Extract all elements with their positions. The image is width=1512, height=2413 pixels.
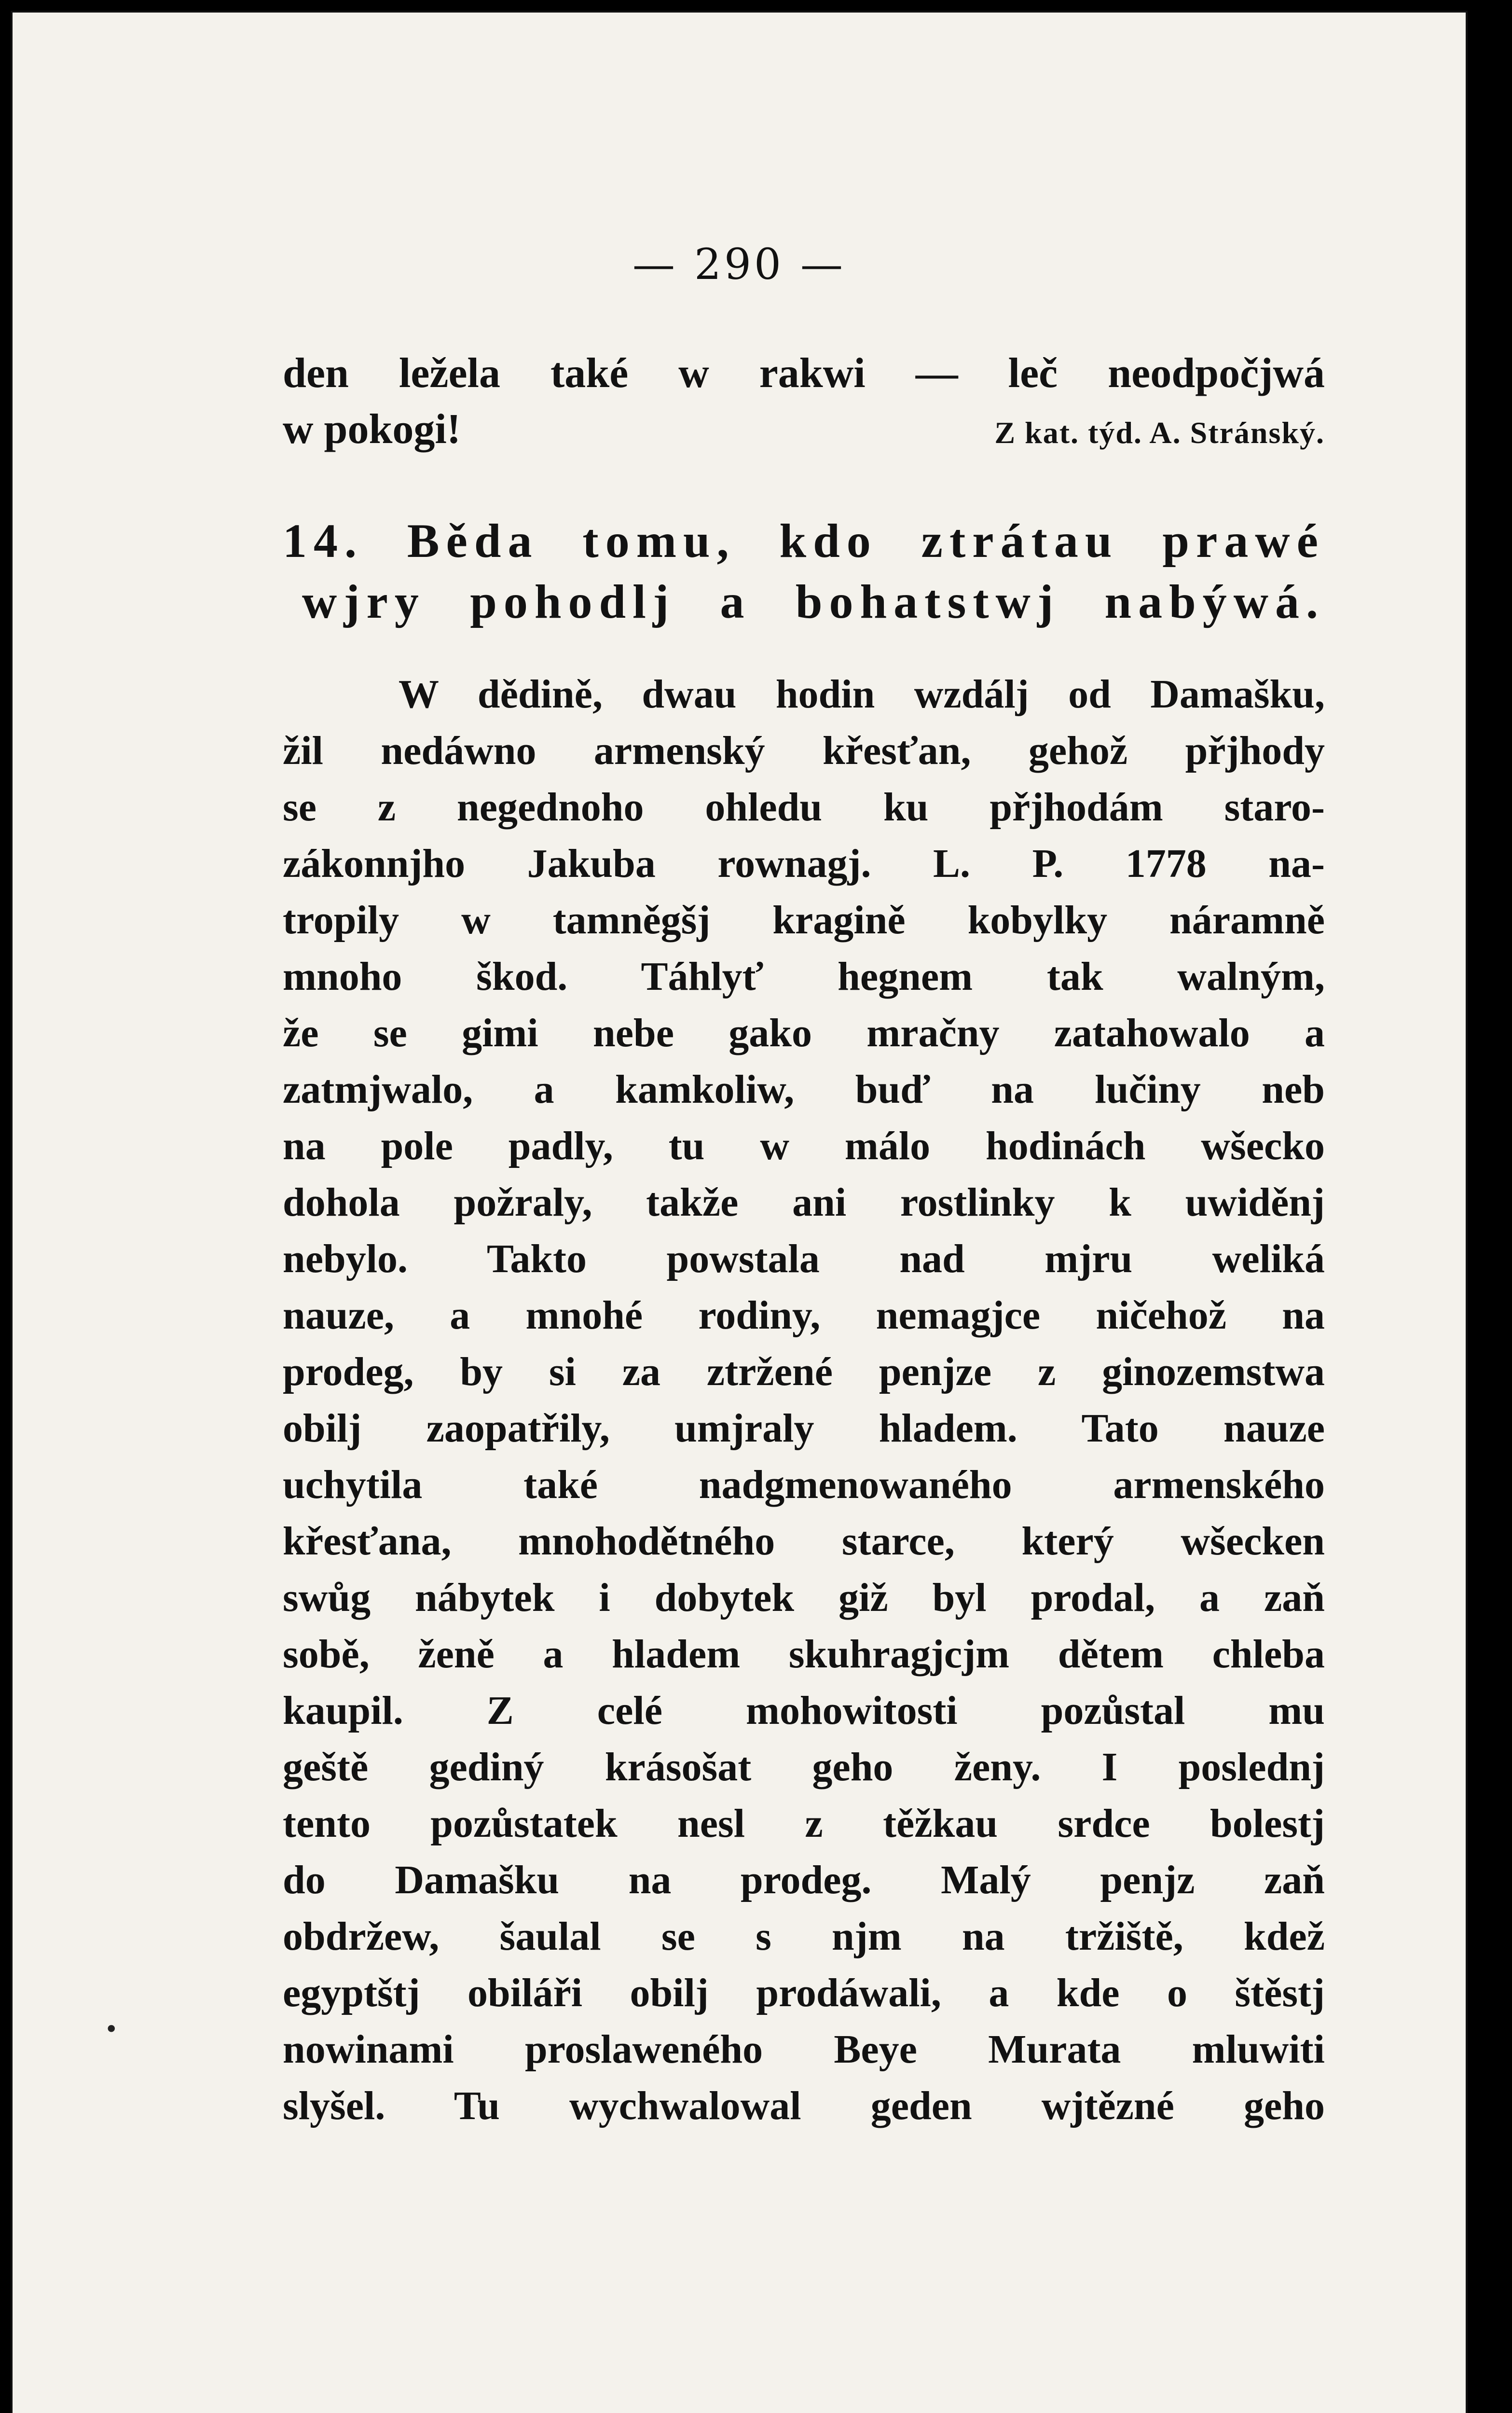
body-line: zatmjwalo, a kamkoliw, buď na lučiny neb (283, 1067, 1325, 1112)
body-line: egyptštj obiláři obilj prodáwali, a kde o štěstj (283, 1970, 1325, 2015)
text-block (283, 346, 1325, 2134)
body-line: geště gediný krásošat geho ženy. I poslednj (283, 1745, 1325, 1789)
source-attribution: Z kat. týd. A. Stránský. (994, 416, 1325, 450)
body-line: nebylo. Takto powstala nad mjru weliká (283, 1236, 1325, 1281)
body-line: sobě, ženě a hladem skuhragjcjm dětem chleba (283, 1632, 1325, 1677)
body-line: žil nedáwno armenský křesťan, gehož přjhody (283, 728, 1325, 773)
margin-dot: • (104, 2015, 119, 2043)
body-line: tropily w tamněgšj kragině kobylky náramně (283, 898, 1325, 943)
body-line: slyšel. Tu wychwalowal geden wjtězné geho (283, 2083, 1325, 2128)
body-line: mnoho škod. Táhlyť hegnem tak walným, (283, 954, 1325, 999)
intro-line-with-source (283, 402, 1325, 458)
body-line: obilj zaopatřily, umjraly hladem. Tato nauze (283, 1406, 1325, 1451)
body-line: prodeg, by si za ztržené penjze z ginozemstwa (283, 1349, 1325, 1394)
body-line: se z negednoho ohledu ku přjhodám staro- (283, 785, 1325, 830)
body-line: nauze, a mnohé rodiny, nemagjce ničehož na (283, 1293, 1325, 1338)
body-line: swůg nábytek i dobytek giž byl prodal, a zaň (283, 1575, 1325, 1620)
body-line: tento pozůstatek nesl z těžkau srdce bolestj (283, 1801, 1325, 1846)
body-line: křesťana, mnohodětného starce, který wšecken (283, 1519, 1325, 1564)
section-heading (283, 511, 1325, 632)
book-page (11, 11, 1468, 2413)
body-line: kaupil. Z celé mohowitosti pozůstal mu (283, 1688, 1325, 1733)
body-line: nowinami proslaweného Beye Murata mluwiti (283, 2027, 1325, 2072)
body-line: obdržew, šaulal se s njm na tržiště, kdež (283, 1914, 1325, 1959)
body-line: W dědině, dwau hodin wzdálj od Damašku, (399, 672, 1325, 717)
heading-line: wjry pohodlj a bohatstwj nabýwá. (302, 575, 1325, 628)
heading-line: 14. Běda tomu, kdo ztrátau prawé (283, 514, 1325, 568)
body-line: do Damašku na prodeg. Malý penjz zaň (283, 1858, 1325, 1902)
body-line: uchytila také nadgmenowaného armenského (283, 1462, 1325, 1507)
page-number: — 290 — (632, 239, 846, 289)
intro-line: den ležela také w rakwi — leč neodpočjwá (283, 350, 1325, 397)
intro-line-end: w pokogi! (283, 406, 461, 453)
body-paragraph (283, 666, 1325, 2134)
body-line: že se gimi nebe gako mračny zatahowalo a (283, 1011, 1325, 1055)
body-line: zákonnjho Jakuba rownagj. L. P. 1778 na- (283, 841, 1325, 886)
body-line: dohola požraly, takže ani rostlinky k uwiděnj (283, 1180, 1325, 1225)
body-line: na pole padly, tu w málo hodinách wšecko (283, 1123, 1325, 1168)
